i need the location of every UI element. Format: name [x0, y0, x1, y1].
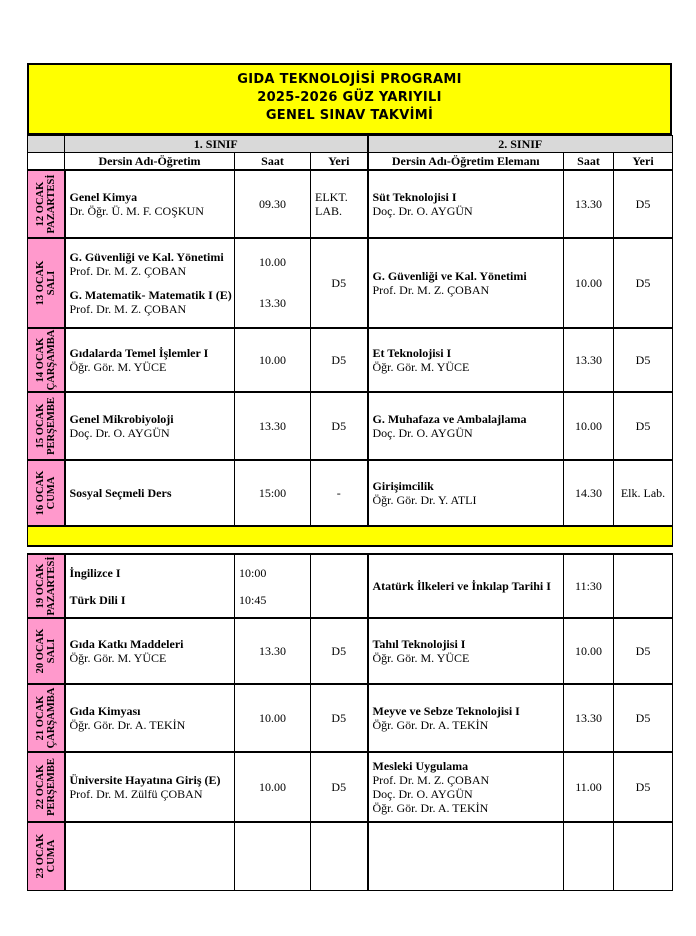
table-row: 13 OCAK SALI G. Güvenliği ve Kal. Yönetimi Prof. Dr. M. Z. ÇOBAN G. Matematik- Matematik I (E) Prof. Dr. M. Z. ÇOBAN 10.00 13.30 D5 G. Güvenliği ve Kal. Yönetimi Prof. Dr. M. Z. ÇOBAN 10.00 D5: [28, 238, 673, 328]
col-place-1: Yeri: [311, 153, 368, 171]
col-place-2: Yeri: [614, 153, 673, 171]
table-row: 21 OCAK ÇARŞAMBA Gıda Kimyası Öğr. Gör. Dr. A. TEKİN 10.00 D5 Meyve ve Sebze Teknolojisi I Öğr. Gör. Dr. A. TEKİN 13.30 D5: [28, 684, 673, 752]
day-label: 19 OCAK PAZARTESİ: [34, 556, 57, 616]
program-title: GIDA TEKNOLOJİSİ PROGRAMI: [237, 72, 462, 87]
class-2-header: 2. SINIF: [368, 136, 673, 153]
day-label: 23 OCAK CUMA: [34, 833, 57, 879]
table-row: 15 OCAK PERŞEMBE Genel Mikrobiyoloji Doç. Dr. O. AYGÜN 13.30 D5 G. Muhafaza ve Ambalajlama Doç. Dr. O. AYGÜN 10.00 D5: [28, 392, 673, 460]
semester-title: 2025-2026 GÜZ YARIYILI: [257, 90, 442, 105]
table-row: [28, 822, 673, 890]
table-row: 20 OCAK SALI Gıda Katkı Maddeleri Öğr. Gör. M. YÜCE 13.30 D5 Tahıl Teknolojisi I Öğr. Gör. M. YÜCE 10.00 D5: [28, 618, 673, 684]
col-course-2: Dersin Adı-Öğretim Elemanı: [368, 153, 564, 171]
exam-schedule: [27, 63, 672, 891]
table-row: 22 OCAK PERŞEMBE Üniversite Hayatına Giriş (E) Prof. Dr. M. Zülfü ÇOBAN 10.00 D5 Mesleki Uygulama Prof. Dr. M. Z. ÇOBAN Doç. Dr. O. AYGÜN Öğr. Gör. Dr. A. TEKİN 11.00 D5: [28, 752, 673, 822]
col-course-1: Dersin Adı-Öğretim: [65, 153, 235, 171]
schedule-title: GENEL SINAV TAKVİMİ: [265, 108, 434, 123]
day-label: 13 OCAK SALI: [34, 260, 57, 306]
day-label: 20 OCAK SALI: [34, 628, 57, 674]
table-row: 14 OCAK ÇARŞAMBA Gıdalarda Temel İşlemler I Öğr. Gör. M. YÜCE 10.00 D5 Et Teknolojisi I Öğr. Gör. M. YÜCE 13.30 D5: [28, 328, 673, 392]
day-label: 22 OCAK PERŞEMBE: [34, 758, 57, 816]
col-time-2: Saat: [564, 153, 614, 171]
class-1-header: 1. SINIF: [65, 136, 368, 153]
week-separator: [28, 526, 673, 546]
table-row: 12 OCAK PAZARTESİ Genel Kimya Dr. Öğr. Ü. M. F. COŞKUN 09.30 ELKT. LAB. Süt Teknolojisi I Doç. Dr. O. AYGÜN 13.30 D5: [28, 170, 673, 238]
table-row: 16 OCAK CUMA Sosyal Seçmeli Ders 15:00 - Girişimcilik Öğr. Gör. Dr. Y. ATLI 14.30 Elk. Lab.: [28, 460, 673, 526]
schedule-header: [27, 63, 672, 135]
day-label: 21 OCAK ÇARŞAMBA: [34, 687, 57, 749]
day-label: 16 OCAK CUMA: [34, 470, 57, 516]
day-label: 15 OCAK PERŞEMBE: [34, 397, 57, 455]
schedule-table: [27, 135, 673, 891]
table-row: 19 OCAK PAZARTESİ İngilizce I Türk Dili I 10:00 10:45 Atatürk İlkeleri ve İnkılap Tarihi I 11:30: [28, 554, 673, 618]
col-time-1: Saat: [235, 153, 311, 171]
day-label: 12 OCAK PAZARTESİ: [34, 174, 57, 234]
day-label: 14 OCAK ÇARŞAMBA: [34, 329, 57, 391]
